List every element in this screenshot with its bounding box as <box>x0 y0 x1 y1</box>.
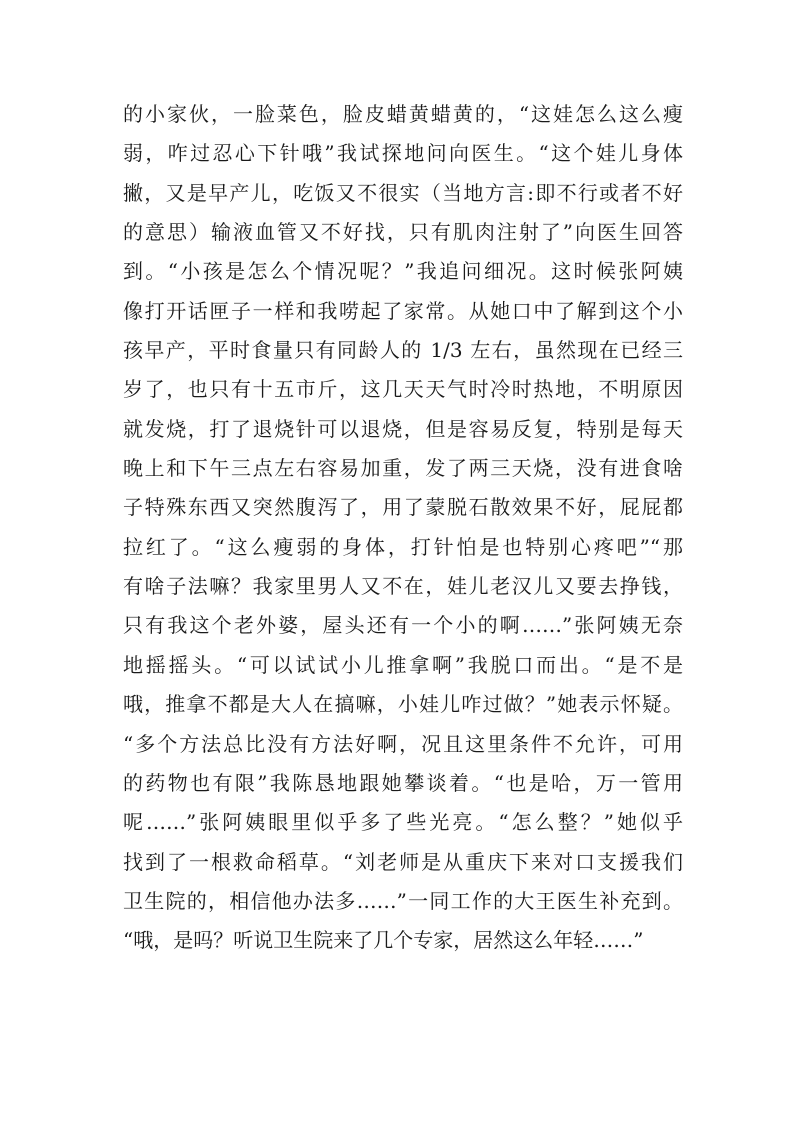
text-line: 只有我这个老外婆，屋头还有一个小的啊……”张阿姨无奈 <box>123 613 683 638</box>
text-line: 有啥子法嘛？我家里男人又不在，娃儿老汉儿又要去挣钱， <box>123 574 683 599</box>
text-line: 的意思）输液血管又不好找，只有肌肉注射了”向医生回答 <box>123 220 683 245</box>
text-line: 撇，又是早产儿，吃饭又不很实（当地方言:即不行或者不好 <box>123 180 683 205</box>
text-line: 像打开话匣子一样和我唠起了家常。从她口中了解到这个小 <box>123 298 683 323</box>
text-line: 哦，推拿不都是大人在搞嘛，小娃儿咋过做？”她表示怀疑。 <box>123 692 683 717</box>
text-line: 地摇摇头。“可以试试小儿推拿啊”我脱口而出。“是不是 <box>123 652 683 677</box>
text-line: 孩早产，平时食量只有同龄人的 1/3 左右，虽然现在已经三 <box>123 338 683 363</box>
text-line: 到。“小孩是怎么个情况呢？”我追问细况。这时候张阿姨 <box>123 259 683 284</box>
text-line: 的小家伙，一脸菜色，脸皮蜡黄蜡黄的，“这娃怎么这么瘦 <box>123 102 683 126</box>
text-line: 的药物也有限”我陈恳地跟她攀谈着。“也是哈，万一管用 <box>123 770 683 795</box>
text-line: “哦，是吗？听说卫生院来了几个专家，居然这么年轻……” <box>123 928 644 953</box>
text-line: 就发烧，打了退烧针可以退烧，但是容易反复，特别是每天 <box>123 416 683 441</box>
text-line: 卫生院的，相信他办法多……”一同工作的大王医生补充到。 <box>123 888 683 913</box>
text-line: 拉红了。“这么瘦弱的身体，打针怕是也特别心疼吧”“那 <box>123 534 683 559</box>
text-line: 弱，咋过忍心下针哦”我试探地问向医生。“这个娃儿身体 <box>123 141 683 166</box>
text-line: 岁了，也只有十五市斤，这几天天气时冷时热地，不明原因 <box>123 377 683 402</box>
text-line: “多个方法总比没有方法好啊，况且这里条件不允许，可用 <box>123 731 683 756</box>
text-line: 子特殊东西又突然腹泻了，用了蒙脱石散效果不好，屁屁都 <box>123 495 683 520</box>
text-line: 找到了一根救命稻草。“刘老师是从重庆下来对口支援我们 <box>123 849 683 874</box>
text-line: 晚上和下午三点左右容易加重，发了两三天烧，没有进食啥 <box>123 456 683 481</box>
text-line: 呢……”张阿姨眼里似乎多了些光亮。“怎么整？”她似乎 <box>123 810 683 835</box>
body-text <box>123 95 683 961</box>
